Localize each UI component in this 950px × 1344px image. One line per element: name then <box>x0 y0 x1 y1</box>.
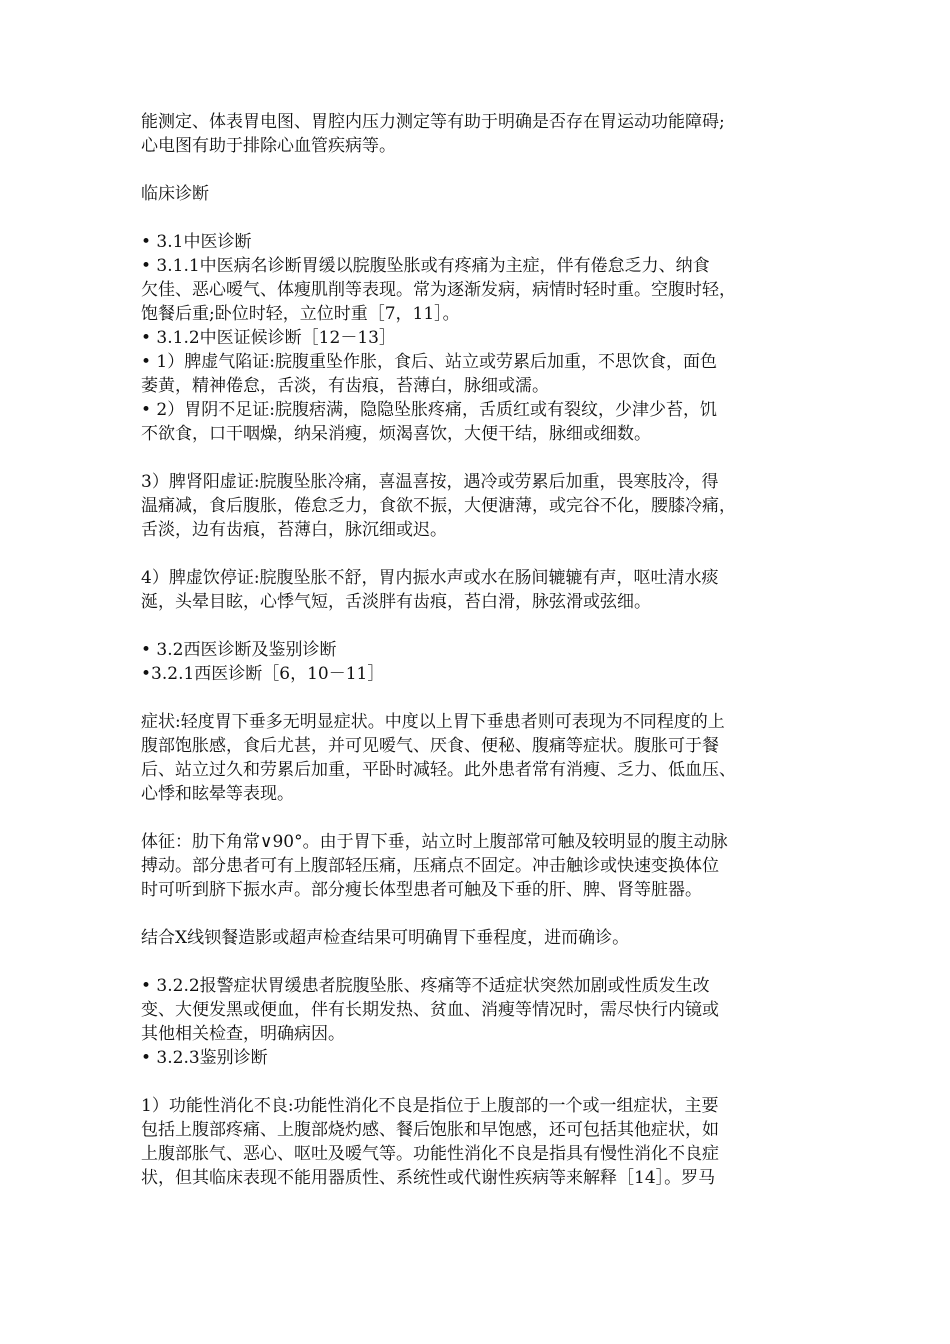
blank-line <box>141 1070 831 1094</box>
text-line: 饱餐后重;卧位时轻，立位时重［7，11］。 <box>141 304 460 324</box>
text-line: 心电图有助于排除心血管疾病等。 <box>141 136 396 156</box>
text-line: 其他相关检查，明确病因。 <box>141 1024 345 1044</box>
list-item: • 3.1.1中医病名诊断胃缓以脘腹坠胀或有疼痛为主症，伴有倦怠乏力、纳食 <box>141 256 710 276</box>
text-line: 心悸和眩晕等表现。 <box>141 784 294 804</box>
text-line: 4）脾虚饮停证:脘腹坠胀不舒，胃内振水声或水在肠间辘辘有声，呕吐清水痰 <box>141 568 719 588</box>
text-line: 结合X线钡餐造影或超声检查结果可明确胃下垂程度，进而确诊。 <box>141 928 630 948</box>
text-line: 能测定、体表胃电图、胃腔内压力测定等有助于明确是否存在胃运动功能障碍; <box>141 112 725 132</box>
blank-line <box>141 686 831 710</box>
blank-line <box>141 206 831 230</box>
document-body <box>141 110 831 1190</box>
text-line: 萎黄，精神倦怠，舌淡，有齿痕，苔薄白，脉细或濡。 <box>141 376 549 396</box>
blank-line <box>141 446 831 470</box>
text-line: 温痛减，食后腹胀，倦怠乏力，食欲不振，大便溏薄，或完谷不化，腰膝冷痛， <box>141 496 736 516</box>
text-line: 状，但其临床表现不能用器质性、系统性或代谢性疾病等来解释［14］。罗马 <box>141 1168 716 1188</box>
text-line: 变、大便发黑或便血，伴有长期发热、贫血、消瘦等情况时，需尽快行内镜或 <box>141 1000 719 1020</box>
blank-line <box>141 902 831 926</box>
blank-line <box>141 614 831 638</box>
text-line: 体征：肋下角常∨90°。由于胃下垂，站立时上腹部常可触及较明显的腹主动脉 <box>141 832 728 852</box>
text-line: 舌淡，边有齿痕，苔薄白，脉沉细或迟。 <box>141 520 447 540</box>
text-line: 3）脾肾阳虚证:脘腹坠胀冷痛，喜温喜按，遇冷或劳累后加重，畏寒肢冷，得 <box>141 472 719 492</box>
blank-line <box>141 806 831 830</box>
blank-line <box>141 158 831 182</box>
blank-line <box>141 950 831 974</box>
text-line: 后、站立过久和劳累后加重，平卧时减轻。此外患者常有消瘦、乏力、低血压、 <box>141 760 736 780</box>
list-item: • 3.2.2报警症状胃缓患者脘腹坠胀、疼痛等不适症状突然加剧或性质发生改 <box>141 976 710 996</box>
list-item: • 3.2西医诊断及鉴别诊断 <box>141 640 337 660</box>
list-item: •3.2.1西医诊断［6，10－11］ <box>141 664 385 684</box>
list-item: • 1）脾虚气陷证:脘腹重坠作胀，食后、站立或劳累后加重，不思饮食，面色 <box>141 352 717 372</box>
list-item: • 3.1.2中医证候诊断［12－13］ <box>141 328 396 348</box>
text-line: 欠佳、恶心嗳气、体瘦肌削等表现。常为逐渐发病，病情时轻时重。空腹时轻， <box>141 280 736 300</box>
list-item: • 3.1中医诊断 <box>141 232 252 252</box>
text-line: 搏动。部分患者可有上腹部轻压痛，压痛点不固定。冲击触诊或快速变换体位 <box>141 856 719 876</box>
list-item: • 2）胃阴不足证:脘腹痞满，隐隐坠胀疼痛，舌质红或有裂纹，少津少苔，饥 <box>141 400 717 420</box>
text-line: 涎，头晕目眩，心悸气短，舌淡胖有齿痕，苔白滑，脉弦滑或弦细。 <box>141 592 651 612</box>
text-line: 包括上腹部疼痛、上腹部烧灼感、餐后饱胀和早饱感，还可包括其他症状，如 <box>141 1120 719 1140</box>
blank-line <box>141 542 831 566</box>
text-line: 1）功能性消化不良:功能性消化不良是指位于上腹部的一个或一组症状，主要 <box>141 1096 719 1116</box>
text-line: 不欲食，口干咽燥，纳呆消瘦，烦渴喜饮，大便干结，脉细或细数。 <box>141 424 651 444</box>
list-item: • 3.2.3鉴别诊断 <box>141 1048 268 1068</box>
text-line: 上腹部胀气、恶心、呕吐及嗳气等。功能性消化不良是指具有慢性消化不良症 <box>141 1144 719 1164</box>
text-line: 症状:轻度胃下垂多无明显症状。中度以上胃下垂患者则可表现为不同程度的上 <box>141 712 725 732</box>
text-line: 腹部饱胀感，食后尤甚，并可见嗳气、厌食、便秘、腹痛等症状。腹胀可于餐 <box>141 736 719 756</box>
section-heading: 临床诊断 <box>141 184 209 204</box>
text-line: 时可听到脐下振水声。部分瘦长体型患者可触及下垂的肝、脾、肾等脏器。 <box>141 880 702 900</box>
